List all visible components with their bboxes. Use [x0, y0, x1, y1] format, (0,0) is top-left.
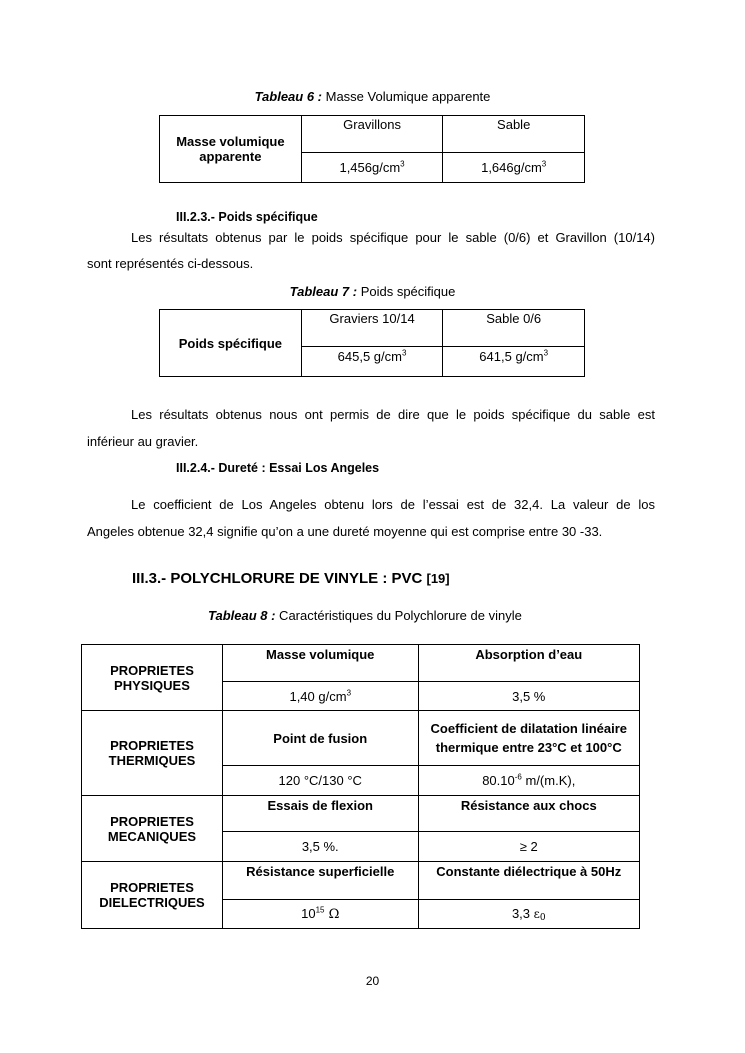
- table6-col-sable: Sable: [443, 116, 585, 153]
- table7-val-graviers: 645,5 $g/cm^3$: [301, 347, 443, 377]
- section-234-line1: Le coefficient de Los Angeles obtenu lors de l’essai est de 32,4. La valeur de los: [131, 497, 655, 512]
- table6-caption-label: Tableau 6 :: [254, 89, 323, 104]
- table7-caption: [0, 284, 745, 299]
- table8-dielectriques-v1: $10^{15}$ Ω: [222, 900, 418, 929]
- section-234-line2: Angeles obtenue 32,4 signifie qu’on a une dureté moyenne qui est comprise entre 30 -33.: [87, 524, 603, 539]
- table7-col-sable: Sable 0/6: [443, 310, 585, 347]
- table7-caption-text: Poids spécifique: [357, 284, 456, 299]
- table6-row-header: Masse volumique apparente: [160, 116, 302, 183]
- table8-caption-label: Tableau 8 :: [208, 608, 276, 623]
- table6-caption-text: Masse Volumique apparente: [322, 89, 491, 104]
- table8-physiques-header: PROPRIETES PHYSIQUES: [82, 645, 223, 711]
- table8-thermiques-v2: $80.10^{-6}$ m/(m.K),: [418, 766, 639, 796]
- section-33-title: III.3.- POLYCHLORURE DE VINYLE : PVC: [132, 570, 423, 587]
- table8-physiques-h1: Masse volumique: [222, 645, 418, 682]
- table8-thermiques-h2: Coefficient de dilatation linéaire thermique entre 23°C et 100°C: [418, 711, 639, 766]
- table7: [159, 309, 585, 377]
- table8-caption-text: Caractéristiques du Polychlorure de vinyle: [275, 608, 522, 623]
- section-33-heading: [132, 570, 450, 587]
- table8-physiques-h2: Absorption d’eau: [418, 645, 639, 682]
- table8: [81, 644, 640, 929]
- table8-dielectriques-h1: Résistance superficielle: [222, 862, 418, 900]
- table8-mecaniques-h1: Essais de flexion: [222, 796, 418, 832]
- table8-thermiques-h1: Point de fusion: [222, 711, 418, 766]
- table7-row-header: Poids spécifique: [160, 310, 302, 377]
- table8-mecaniques-v2: ≥ 2: [418, 832, 639, 862]
- section-232-line2: sont représentés ci-dessous.: [87, 256, 254, 271]
- table8-physiques-v2: 3,5 %: [418, 682, 639, 711]
- paragraph-after-table7-line2: inférieur au gravier.: [87, 434, 199, 449]
- table8-thermiques-header: PROPRIETES THERMIQUES: [82, 711, 223, 796]
- table6-col-gravillons: Gravillons: [301, 116, 443, 153]
- table8-thermiques-v1: 120 °C/130 °C: [222, 766, 418, 796]
- table6-val-sable: $1,646g/cm^3$: [443, 153, 585, 183]
- paragraph-after-table7: [87, 405, 655, 452]
- section-232-heading: III.2.3.- Poids spécifique: [176, 210, 318, 224]
- table8-dielectriques-h2: Constante diélectrique à 50Hz: [418, 862, 639, 900]
- table8-dielectriques-v2: 3,3 ε0: [418, 900, 639, 929]
- table7-val-sable: 641,5 $g/cm^3$: [443, 347, 585, 377]
- table6-caption: [0, 89, 745, 104]
- table8-dielectriques-header: PROPRIETES DIELECTRIQUES: [82, 862, 223, 929]
- table8-caption: [208, 608, 522, 623]
- section-232-line1: Les résultats obtenus par le poids spécifique pour le sable (0/6) et Gravillon (10/14): [131, 230, 655, 245]
- table8-mecaniques-v1: 3,5 %.: [222, 832, 418, 862]
- table6: [159, 115, 585, 183]
- table6-val-gravillons: $1,456g/cm^3$: [301, 153, 443, 183]
- section-234-paragraph: [87, 495, 655, 542]
- table8-physiques-v1: 1,40 $g/cm^3$: [222, 682, 418, 711]
- table7-caption-label: Tableau 7 :: [289, 284, 358, 299]
- section-234-heading: III.2.4.- Dureté : Essai Los Angeles: [176, 461, 380, 475]
- table7-col-graviers: Graviers 10/14: [301, 310, 443, 347]
- table8-mecaniques-h2: Résistance aux chocs: [418, 796, 639, 832]
- paragraph-after-table7-line1: Les résultats obtenus nous ont permis de dire que le poids spécifique du sable est: [131, 407, 655, 422]
- section-33-ref: [19]: [426, 571, 450, 586]
- table8-mecaniques-header: PROPRIETES MECANIQUES: [82, 796, 223, 862]
- page-number: 20: [365, 974, 380, 988]
- section-232-paragraph: [87, 228, 655, 274]
